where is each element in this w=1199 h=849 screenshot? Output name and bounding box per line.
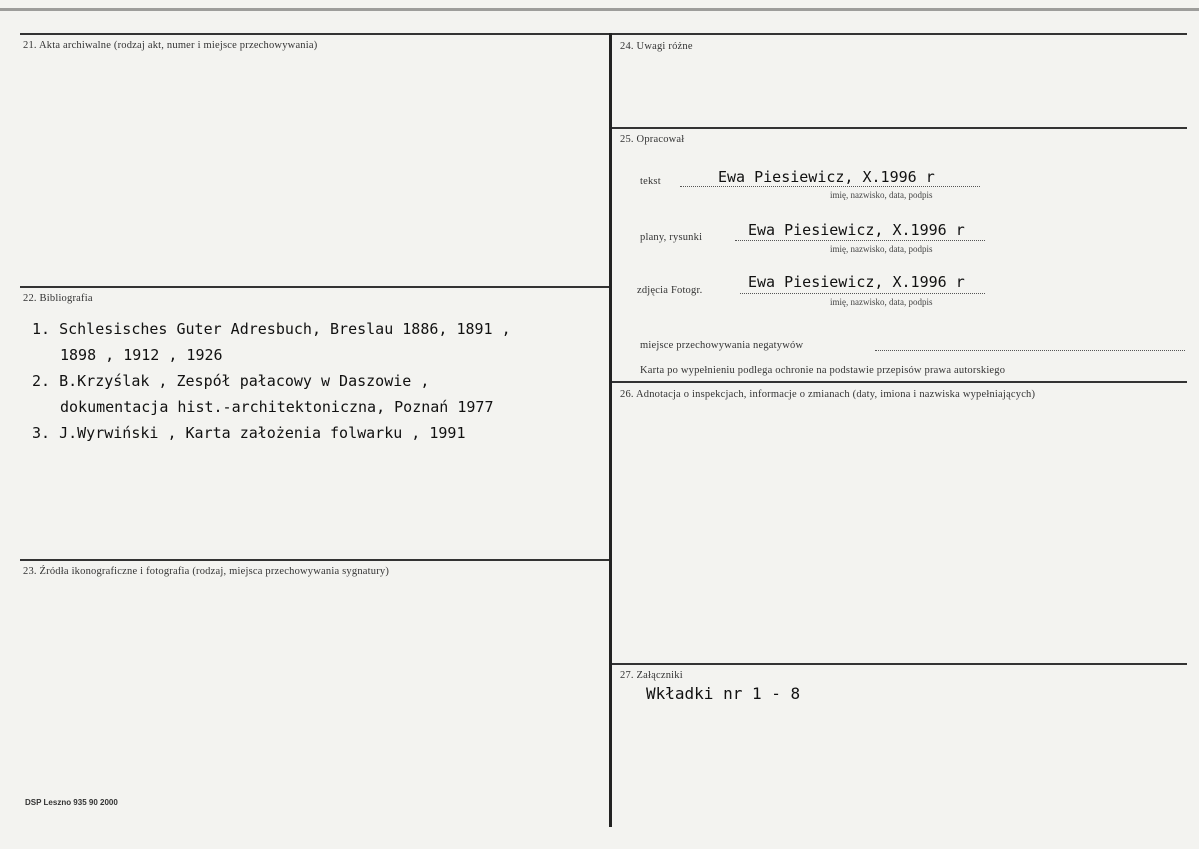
section-24-rule	[612, 33, 1187, 35]
print-footer: DSP Leszno 935 90 2000	[25, 798, 118, 807]
section-22-rule	[20, 286, 609, 288]
bibliography-line-4: dokumentacja hist.-architektoniczna, Poznań 1977	[60, 398, 494, 416]
zdjecia-value: Ewa Piesiewicz, X.1996 r	[748, 273, 965, 291]
section-27-label: 27. Załączniki	[620, 670, 683, 681]
section-24-label: 24. Uwagi różne	[620, 41, 693, 52]
zdjecia-label: zdjęcia Fotogr.	[637, 285, 703, 296]
copyright-note: Karta po wypełnieniu podlega ochronie na podstawie przepisów prawa autorskiego	[640, 365, 1006, 376]
negatives-storage-label: miejsce przechowywania negatywów	[640, 340, 804, 351]
section-26-label: 26. Adnotacja o inspekcjach, informacje o zmianach (daty, imiona i nazwiska wypełniających)	[620, 389, 1036, 400]
section-23-label: 23. Źródła ikonograficzne i fotografia (rodzaj, miejsca przechowywania sygnatury)	[23, 566, 390, 577]
section-27-rule	[612, 663, 1187, 665]
column-divider	[609, 33, 612, 827]
section-25-rule	[612, 127, 1187, 129]
section-22-label: 22. Bibliografia	[23, 293, 93, 304]
plany-dotted-line	[735, 240, 985, 241]
section-23-rule	[20, 559, 609, 561]
plany-caption: imię, nazwisko, data, podpis	[830, 244, 933, 254]
zdjecia-dotted-line	[740, 293, 985, 294]
bibliography-line-1: 1. Schlesisches Guter Adresbuch, Breslau 1886, 1891 ,	[32, 320, 511, 338]
attachments-value: Wkładki nr 1 - 8	[646, 684, 801, 703]
bibliography-line-5: 3. J.Wyrwiński , Karta założenia folwarku , 1991	[32, 424, 466, 442]
bibliography-line-3: 2. B.Krzyślak , Zespół pałacowy w Daszowie ,	[32, 372, 430, 390]
section-26-rule	[612, 381, 1187, 383]
plany-value: Ewa Piesiewicz, X.1996 r	[748, 221, 965, 239]
bibliography-line-2: 1898 , 1912 , 1926	[60, 346, 223, 364]
plany-label: plany, rysunki	[640, 232, 703, 243]
tekst-caption: imię, nazwisko, data, podpis	[830, 190, 933, 200]
tekst-dotted-line	[680, 186, 980, 187]
top-edge-line	[0, 8, 1199, 11]
section-25-label: 25. Opracował	[620, 134, 685, 145]
zdjecia-caption: imię, nazwisko, data, podpis	[830, 297, 933, 307]
section-21-label: 21. Akta archiwalne (rodzaj akt, numer i miejsce przechowywania)	[23, 40, 318, 51]
negatives-storage-dotted-line	[875, 350, 1185, 351]
tekst-value: Ewa Piesiewicz, X.1996 r	[718, 168, 935, 186]
section-21-rule	[20, 33, 609, 35]
tekst-label: tekst	[640, 176, 661, 187]
